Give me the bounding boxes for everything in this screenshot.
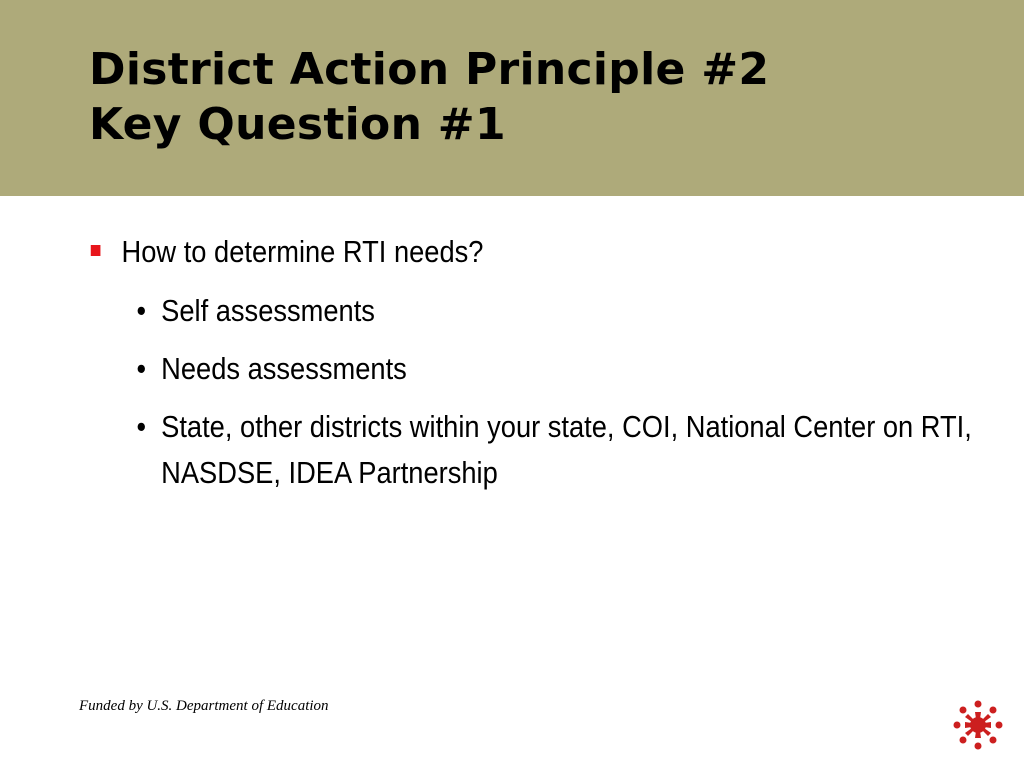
sub-bullet-item [89, 346, 980, 392]
sub-bullet-text: State, other districts within your state, COI, National Center on RTI, NASDSE, IDEA Partnership [161, 409, 972, 490]
sub-bullet-text: Self assessments [161, 293, 375, 328]
sub-bullet-text: Needs assessments [161, 351, 407, 386]
sub-bullet-list [89, 288, 972, 496]
slide-title-line-1: District Action Principle #2 [89, 44, 770, 95]
main-bullet-text: How to determine RTI needs? [121, 234, 484, 269]
sub-bullet-item [89, 404, 980, 496]
dot-bullet-icon: • [136, 409, 147, 444]
sub-bullet-item [89, 288, 980, 334]
star-people-logo-icon [953, 700, 1003, 750]
dot-bullet-icon: • [136, 351, 147, 386]
title-band [0, 0, 1024, 196]
main-bullet-item [89, 230, 846, 274]
footer-funding-note: Funded by U.S. Department of Education [79, 698, 329, 714]
slide-title-line-2: Key Question #1 [89, 99, 506, 150]
slide-content [89, 230, 972, 508]
square-bullet-icon [91, 245, 101, 256]
slide-title [89, 42, 769, 152]
dot-bullet-icon: • [136, 293, 147, 328]
